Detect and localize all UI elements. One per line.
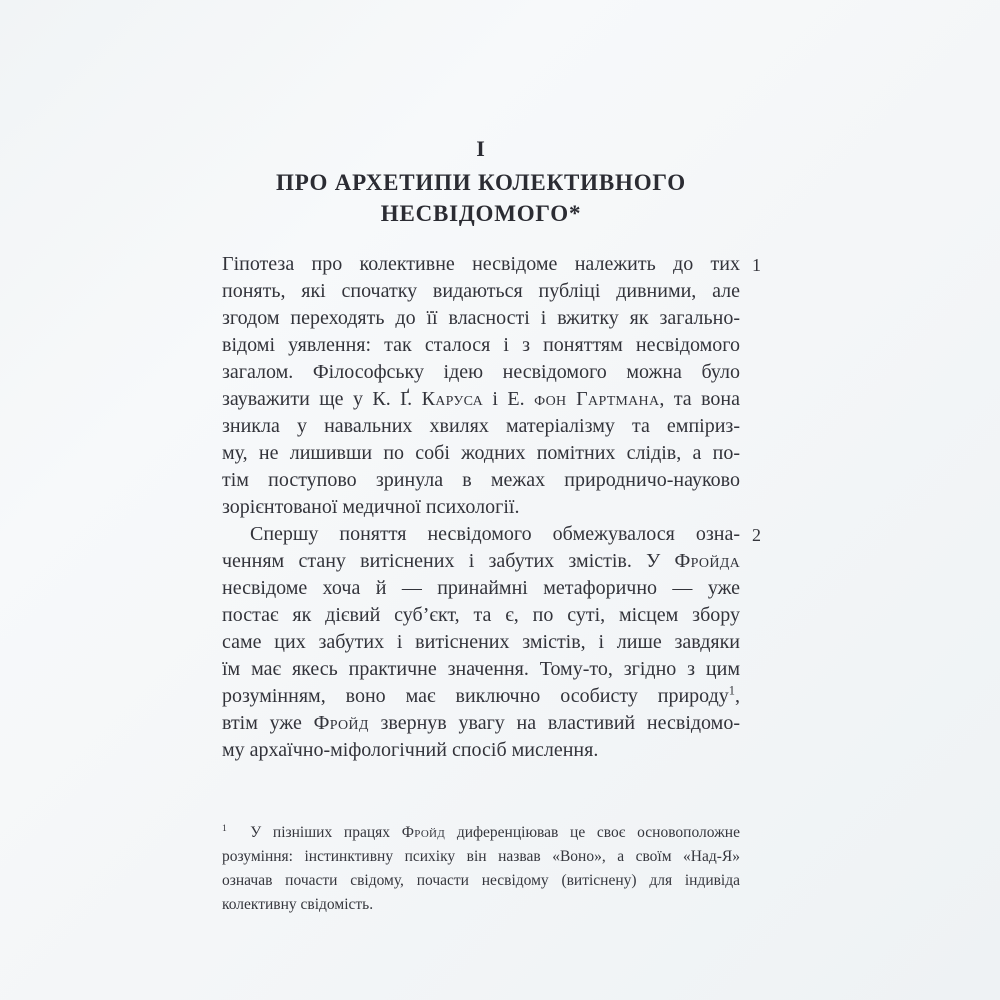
- footnote-reference: 1: [222, 822, 227, 834]
- text-line: [222, 683, 740, 710]
- text-line: [222, 821, 740, 845]
- text-line: [222, 521, 740, 548]
- margin-number-2: 2: [752, 525, 761, 545]
- text-segment: і Е.: [482, 388, 535, 410]
- footnote: [222, 821, 740, 917]
- text-line: [222, 602, 740, 629]
- text-line: [222, 575, 740, 602]
- footnote-reference: 1: [728, 683, 735, 698]
- text-segment: розумінням, воно має виключно особисту природу: [222, 685, 729, 707]
- text-segment: відомі уявлення: так сталося і з поняттям несвідомого: [222, 334, 740, 356]
- text-line: [222, 251, 740, 278]
- text-segment: ченням стану витіснених і забутих змістів. У: [222, 550, 675, 572]
- chapter-title: [222, 167, 740, 229]
- text-segment: ,: [735, 685, 740, 707]
- text-line: [222, 467, 740, 494]
- text-line: [222, 413, 740, 440]
- text-line: [222, 332, 740, 359]
- small-caps-name: Фройд: [313, 712, 369, 734]
- text-segment: саме цих забутих і витіснених змістів, і лише завдяки: [222, 631, 740, 653]
- text-line: [222, 710, 740, 737]
- text-line: [222, 869, 740, 893]
- text-line: [222, 494, 740, 521]
- paragraph-1: [222, 251, 761, 521]
- text-segment: загалом. Філософську ідею несвідомого можна було: [222, 361, 740, 383]
- text-segment: зорієнтованої медичної психології.: [222, 496, 520, 518]
- small-caps-name: фон Гартмана: [534, 388, 660, 410]
- text-segment: колективну свідомість.: [222, 896, 374, 913]
- text-line: [222, 893, 740, 917]
- paragraph-1-lines: [222, 251, 740, 521]
- text-segment: му архаїчно-міфологічний спосіб мислення.: [222, 739, 599, 761]
- text-segment: му, не лишивши по собі жодних помітних слідів, а по-: [222, 442, 740, 464]
- text-segment: зауважити ще у К. Ґ.: [222, 388, 422, 410]
- title-line-1: ПРО АРХЕТИПИ КОЛЕКТИВНОГО: [276, 170, 686, 195]
- text-segment: У пізніших працях: [226, 824, 402, 841]
- text-segment: Спершу поняття несвідомого обмежувалося озна-: [250, 523, 740, 545]
- small-caps-name: Каруса: [421, 388, 483, 410]
- margin-number-1: 1: [752, 255, 761, 275]
- text-line: [222, 305, 740, 332]
- text-line: [222, 440, 740, 467]
- text-segment: , та вона: [659, 388, 741, 410]
- text-line: [222, 386, 740, 413]
- text-segment: згодом переходять до її власності і вжитку як загально-: [222, 307, 740, 329]
- text-segment: тім поступово зринула в межах природничо-науково: [222, 469, 740, 491]
- text-segment: несвідоме хоча й — принаймні метафорично — уже: [222, 577, 740, 599]
- text-segment: їм має якесь практичне значення. Тому-то, згідно з цим: [222, 658, 740, 680]
- text-segment: зникла у навальних хвилях матеріалізму та емпіриз-: [222, 415, 740, 437]
- text-segment: означав почасти свідому, почасти несвідому (витіснену) для індивіда: [222, 872, 740, 889]
- small-caps-name: Фройда: [674, 550, 740, 572]
- paragraph-2-lines: [222, 521, 740, 764]
- text-segment: постає як дієвий суб’єкт, та є, по суті, місцем збору: [222, 604, 740, 626]
- text-segment: звернув увагу на властивий несвідомо-: [368, 712, 740, 734]
- text-line: [222, 737, 740, 764]
- text-segment: диференціював це своє основоположне: [445, 824, 740, 841]
- text-line: [222, 845, 740, 869]
- chapter-number: I: [476, 136, 486, 161]
- small-caps-name: Фройд: [401, 824, 446, 841]
- text-segment: втім уже: [222, 712, 314, 734]
- paragraph-2: [222, 521, 761, 764]
- text-segment: розуміння: інстинктивну психіку він назвав «Воно», а своїм «Над-Я»: [222, 848, 740, 865]
- text-segment: понять, які спочатку видаються публіці дивними, але: [222, 280, 740, 302]
- text-line: [222, 548, 740, 575]
- text-segment: Гіпотеза про колективне несвідоме належить до тих: [222, 253, 740, 275]
- text-line: [222, 278, 740, 305]
- text-line: [222, 359, 740, 386]
- title-line-2: НЕСВІДОМОГО*: [380, 201, 582, 226]
- body-text: [222, 251, 761, 764]
- text-line: [222, 629, 740, 656]
- text-line: [222, 656, 740, 683]
